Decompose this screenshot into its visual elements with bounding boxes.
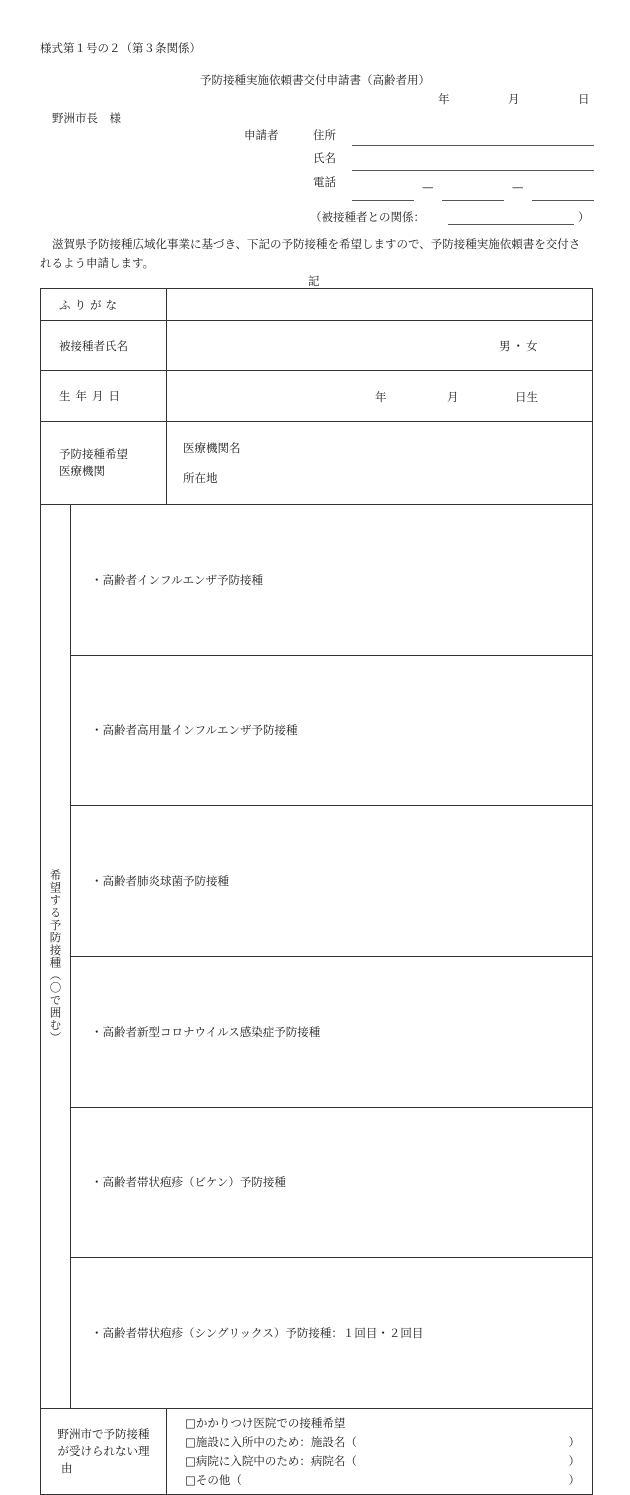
- statement-line-1: 滋賀県予防接種広域化事業に基づき、下記の予防接種を希望しますので、予防接種実施依頼書を交付さ: [52, 236, 580, 252]
- vaccine-row-1: [41, 505, 593, 656]
- patient-name-label: 被接種者氏名: [41, 321, 167, 371]
- institution-label: 予防接種希望 医療機関: [41, 422, 167, 505]
- vaccine-row-3: [41, 806, 593, 957]
- vaccine-option[interactable]: ・高齢者高用量インフルエンザ予防接種: [71, 655, 593, 806]
- vaccine-option[interactable]: ・高齢者新型コロナウイルス感染症予防接種: [71, 956, 593, 1107]
- relation-label: （被接種者との関係：: [310, 209, 425, 225]
- vaccine-option[interactable]: [71, 1107, 593, 1258]
- form-number: 様式第１号の２（第３条関係）: [40, 40, 201, 56]
- dob-year-label: 年: [375, 389, 387, 405]
- dob-row: [41, 371, 593, 422]
- vaccine-header-cell: [41, 505, 71, 1409]
- institution-row: [41, 422, 593, 505]
- vaccine-option[interactable]: [71, 1258, 593, 1409]
- dob-field[interactable]: [167, 371, 593, 422]
- institution-name-label: 医療機関名: [183, 440, 241, 456]
- institution-field[interactable]: [167, 422, 593, 505]
- vaccine-row-6: [41, 1258, 593, 1409]
- dob-label: 生年月日: [41, 371, 167, 422]
- furigana-row: [41, 289, 593, 321]
- relation-close: ）: [578, 209, 590, 225]
- phone-label: 電話: [313, 174, 336, 190]
- vaccine-option[interactable]: ・高齢者インフルエンザ予防接種: [71, 505, 593, 656]
- address-label: 住所: [313, 127, 336, 143]
- phone-separator-1: —: [422, 180, 434, 194]
- reason-option-regular-doctor[interactable]: [185, 1414, 592, 1433]
- patient-name-field[interactable]: [167, 321, 593, 371]
- phone-field-3[interactable]: [532, 200, 594, 201]
- dob-month-label: 月: [447, 389, 459, 405]
- addressee: 野洲市長 様: [52, 110, 121, 126]
- furigana-label: ふりがな: [41, 289, 167, 321]
- date-day-label: 日: [578, 91, 590, 107]
- dob-day-label: 日生: [515, 389, 538, 405]
- vaccine-option[interactable]: ・高齢者肺炎球菌予防接種: [71, 806, 593, 957]
- date-month-label: 月: [508, 91, 520, 107]
- vaccine-row-5: [41, 1107, 593, 1258]
- gender-choice[interactable]: 男・女: [499, 338, 540, 354]
- phone-field-1[interactable]: [352, 200, 414, 201]
- reason-row: [41, 1409, 593, 1495]
- reason-option-facility[interactable]: [185, 1433, 592, 1452]
- statement-line-2: れるよう申請します。: [40, 255, 154, 271]
- date-year-label: 年: [438, 91, 450, 107]
- form-title: 予防接種実施依頼書交付申請書（高齢者用）: [200, 72, 430, 88]
- vaccine-row-4: [41, 956, 593, 1107]
- vaccine-row-2: [41, 655, 593, 806]
- furigana-field[interactable]: [167, 289, 593, 321]
- institution-address-label: 所在地: [183, 470, 218, 486]
- relation-field[interactable]: [448, 224, 574, 225]
- name-label: 氏名: [313, 150, 336, 166]
- reason-option-other[interactable]: [185, 1471, 592, 1490]
- name-field[interactable]: [352, 170, 594, 171]
- phone-separator-2: —: [512, 180, 524, 194]
- applicant-label: 申請者: [244, 127, 279, 143]
- ki-mark: 記: [308, 273, 320, 289]
- reason-options: [167, 1409, 593, 1495]
- reason-option-hospital[interactable]: [185, 1452, 592, 1471]
- application-table: [40, 288, 593, 1495]
- address-field[interactable]: [352, 145, 594, 146]
- name-row: [41, 321, 593, 371]
- phone-field-2[interactable]: [442, 200, 504, 201]
- reason-label: [41, 1409, 167, 1495]
- vaccine-header: 希望する予防接種（〇で囲む）: [48, 505, 64, 1408]
